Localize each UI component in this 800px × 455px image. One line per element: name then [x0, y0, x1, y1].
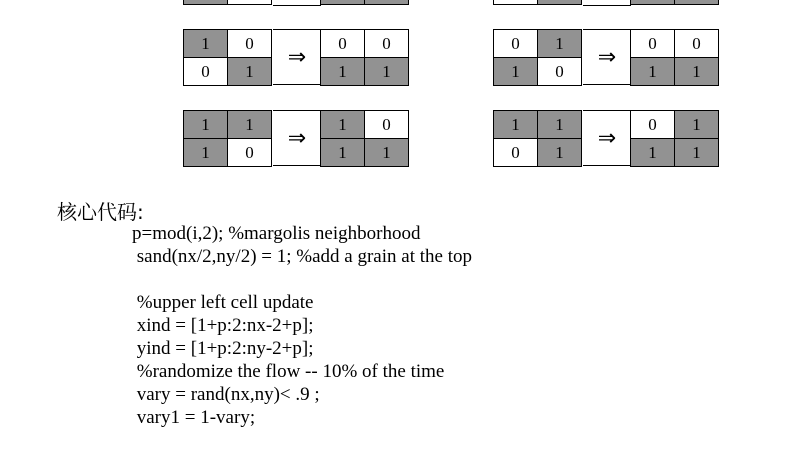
grid-cell — [494, 0, 538, 5]
clipped-arrow-box — [273, 0, 321, 6]
grid-cell: 0 — [494, 139, 538, 167]
code-line: %randomize the flow -- 10% of the time — [132, 361, 445, 382]
code-line: sand(nx/2,ny/2) = 1; %add a grain at the top — [132, 246, 472, 267]
grid-cell: 1 — [494, 111, 538, 139]
grid-cell: 1 — [321, 58, 365, 86]
rule-after-grid — [630, 110, 719, 167]
grid-cell: 1 — [184, 139, 228, 167]
grid-cell: 1 — [631, 139, 675, 167]
grid-cell — [184, 0, 228, 5]
rule-after-grid — [630, 29, 719, 86]
grid-cell: 1 — [538, 111, 582, 139]
grid-cell — [321, 0, 365, 5]
grid-cell — [365, 0, 409, 5]
grid-cell — [631, 0, 675, 5]
transition-arrow: ⇒ — [273, 29, 321, 85]
rule-before-grid — [183, 110, 272, 167]
grid-cell — [228, 0, 272, 5]
grid-cell: 1 — [365, 58, 409, 86]
grid-cell: 1 — [538, 30, 582, 58]
code-line: vary = rand(nx,ny)< .9 ; — [132, 384, 320, 405]
transition-arrow: ⇒ — [583, 29, 631, 85]
grid-cell: 0 — [184, 58, 228, 86]
grid-cell: 1 — [321, 139, 365, 167]
grid-cell: 0 — [365, 111, 409, 139]
grid-cell: 1 — [184, 30, 228, 58]
transition-arrow: ⇒ — [583, 110, 631, 166]
clipped-grid — [630, 0, 719, 5]
clipped-grid — [493, 0, 582, 5]
rule-before-grid — [183, 29, 272, 86]
clipped-grid — [183, 0, 272, 5]
grid-cell: 0 — [321, 30, 365, 58]
grid-cell: 0 — [631, 111, 675, 139]
grid-cell — [538, 0, 582, 5]
grid-cell: 0 — [494, 30, 538, 58]
grid-cell: 1 — [365, 139, 409, 167]
grid-cell: 1 — [675, 111, 719, 139]
code-line: xind = [1+p:2:nx-2+p]; — [132, 315, 314, 336]
rule-before-grid — [493, 29, 582, 86]
section-heading: 核心代码: — [57, 200, 144, 224]
grid-cell — [675, 0, 719, 5]
grid-cell: 0 — [365, 30, 409, 58]
grid-cell: 1 — [538, 139, 582, 167]
grid-cell: 0 — [675, 30, 719, 58]
grid-cell: 1 — [228, 111, 272, 139]
code-line: yind = [1+p:2:ny-2+p]; — [132, 338, 314, 359]
code-line: %upper left cell update — [132, 292, 314, 313]
clipped-grid — [320, 0, 409, 5]
rule-before-grid — [493, 110, 582, 167]
grid-cell: 0 — [228, 30, 272, 58]
grid-cell: 0 — [631, 30, 675, 58]
code-line: vary1 = 1-vary; — [132, 407, 256, 428]
grid-cell: 0 — [228, 139, 272, 167]
rule-after-grid — [320, 110, 409, 167]
grid-cell: 1 — [228, 58, 272, 86]
grid-cell: 1 — [675, 139, 719, 167]
clipped-arrow-box — [583, 0, 631, 6]
code-line: p=mod(i,2); %margolis neighborhood — [132, 223, 421, 244]
grid-cell: 1 — [184, 111, 228, 139]
code-block — [132, 222, 472, 429]
code-line — [132, 268, 472, 291]
grid-cell: 1 — [675, 58, 719, 86]
rule-after-grid — [320, 29, 409, 86]
grid-cell: 1 — [631, 58, 675, 86]
grid-cell: 0 — [538, 58, 582, 86]
transition-arrow: ⇒ — [273, 110, 321, 166]
grid-cell: 1 — [494, 58, 538, 86]
grid-cell: 1 — [321, 111, 365, 139]
